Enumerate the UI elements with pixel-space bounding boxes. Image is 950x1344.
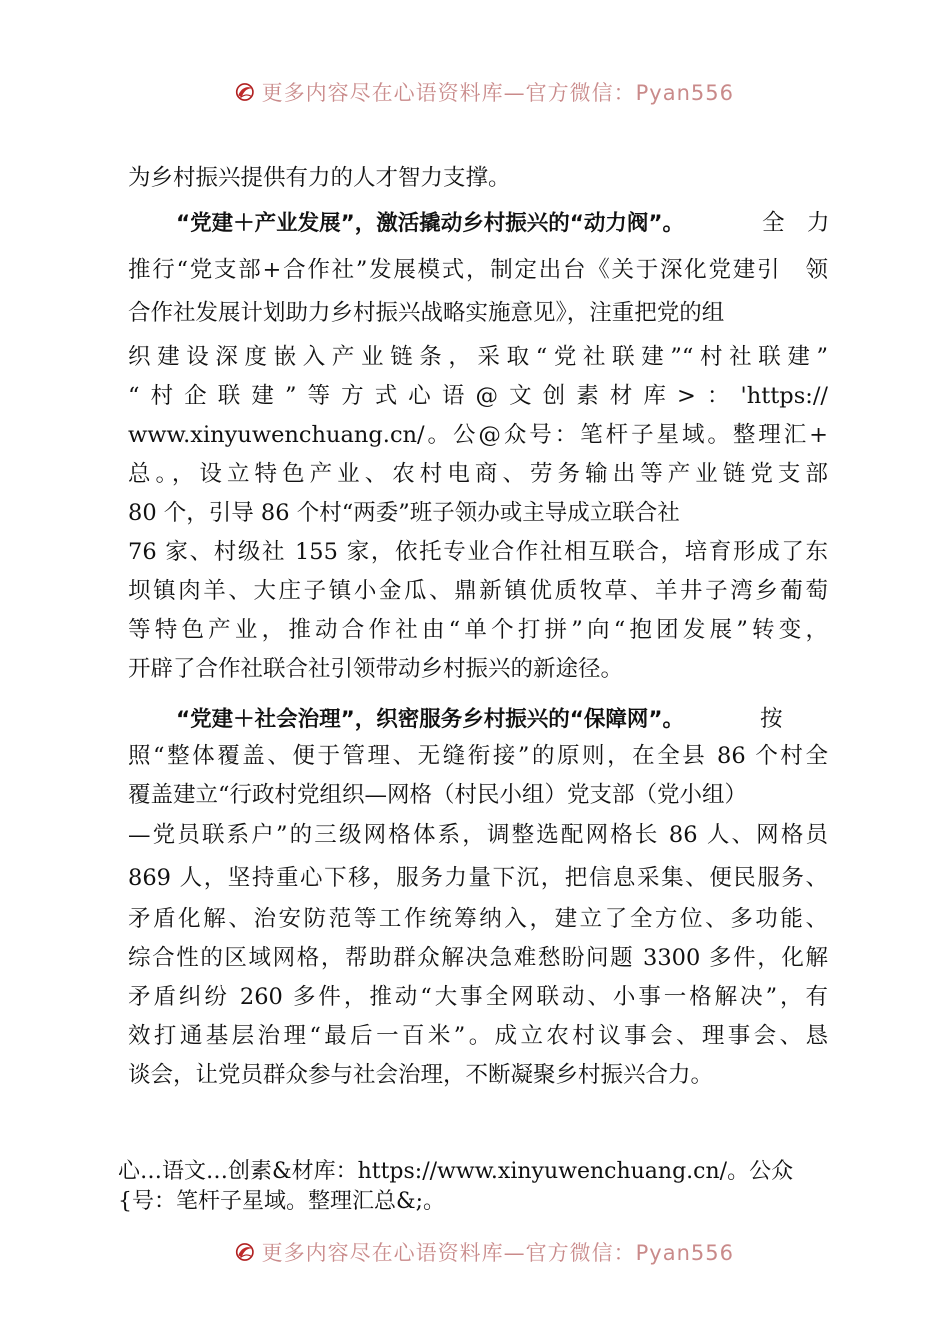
paragraph2-line-5: 869 人，坚持重心下移，服务力量下沉，把信息采集、便民服务、 — [128, 865, 828, 891]
footer-banner — [234, 1232, 734, 1272]
paragraph1-line-8: 80 个，引导 86 个村“两委”班子领办或主导成立联合社 — [128, 500, 680, 526]
paragraph2-heading-text: “党建＋社会治理”，织密服务乡村振兴的“保障网”。 — [176, 707, 685, 732]
paragraph1-line-5: “村企联建”等方式心语@文创素材库>：'https:// — [128, 383, 828, 409]
paragraph1-line-2: 推行“党支部+合作社”发展模式，制定出台《关于深化党建引 领 — [128, 257, 828, 283]
paragraph2-heading — [176, 704, 756, 734]
paragraph2-line-6: 矛盾化解、治安防范等工作统筹纳入，建立了全方位、多功能、 — [128, 906, 828, 932]
paragraph0-line-1: 为乡村振兴提供有力的人才智力支撑。 — [128, 165, 511, 191]
paragraph2-line-2: 照“整体覆盖、便于管理、无缝衔接”的原则，在全县 86 个村全 — [128, 743, 828, 769]
paragraph2-line-9: 效打通基层治理“最后一百米”。成立农村议事会、理事会、恳 — [128, 1023, 828, 1049]
header-banner-text: 更多内容尽在心语资料库—官方微信：Pyan556 — [261, 81, 734, 105]
paragraph2-line-1: 按 — [760, 706, 783, 732]
footer-note-line-1: 心…语文…创素&材库：https://www.xinyuwenchuang.cn/。公众 — [118, 1159, 794, 1184]
red-swirl-logo-icon — [234, 1232, 256, 1272]
paragraph1-heading — [176, 208, 685, 238]
paragraph1-line-4: 织建设深度嵌入产业链条，采取“党社联建”“村社联建” — [128, 344, 828, 370]
header-banner — [234, 72, 734, 112]
paragraph1-line-1: 全 力 — [762, 210, 830, 236]
paragraph2-line-7: 综合性的区域网格，帮助群众解决急难愁盼问题 3300 多件，化解 — [128, 945, 828, 971]
paragraph2-line-10: 谈会，让党员群众参与社会治理，不断凝聚乡村振兴合力。 — [128, 1062, 714, 1088]
paragraph1-line-7: 总。，设立特色产业、农村电商、劳务输出等产业链党支部 — [128, 461, 828, 487]
paragraph2-line-8: 矛盾纠纷 260 多件，推动“大事全网联动、小事一格解决”，有 — [128, 984, 828, 1010]
paragraph1-line-12: 开辟了合作社联合社引领带动乡村振兴的新途径。 — [128, 656, 624, 682]
paragraph2-line-4: —党员联系户”的三级网格体系，调整选配网格长 86 人、网格员 — [128, 822, 828, 848]
paragraph1-line-10: 坝镇肉羊、大庄子镇小金瓜、鼎新镇优质牧草、羊井子湾乡葡萄 — [128, 578, 828, 604]
red-swirl-logo-icon — [234, 72, 256, 112]
paragraph1-line-9: 76 家、村级社 155 家，依托专业合作社相互联合，培育形成了东 — [128, 539, 828, 565]
paragraph1-line-11: 等特色产业，推动合作社由“单个打拼”向“抱团发展”转变， — [128, 617, 828, 643]
footer-banner-text: 更多内容尽在心语资料库—官方微信：Pyan556 — [261, 1241, 734, 1265]
paragraph2-line-3: 覆盖建立“行政村党组织—网格（村民小组）党支部（党小组） — [128, 782, 748, 808]
paragraph1-line-6: www.xinyuwenchuang.cn/。公@众号：笔杆子星域。整理汇+ — [128, 422, 828, 448]
footer-note-line-2: {号：笔杆子星域。整理汇总&;。 — [118, 1189, 445, 1214]
paragraph1-heading-text: “党建＋产业发展”，激活撬动乡村振兴的“动力阀”。 — [176, 211, 685, 236]
paragraph1-line-3: 合作社发展计划助力乡村振兴战略实施意见》，注重把党的组 — [128, 300, 725, 326]
